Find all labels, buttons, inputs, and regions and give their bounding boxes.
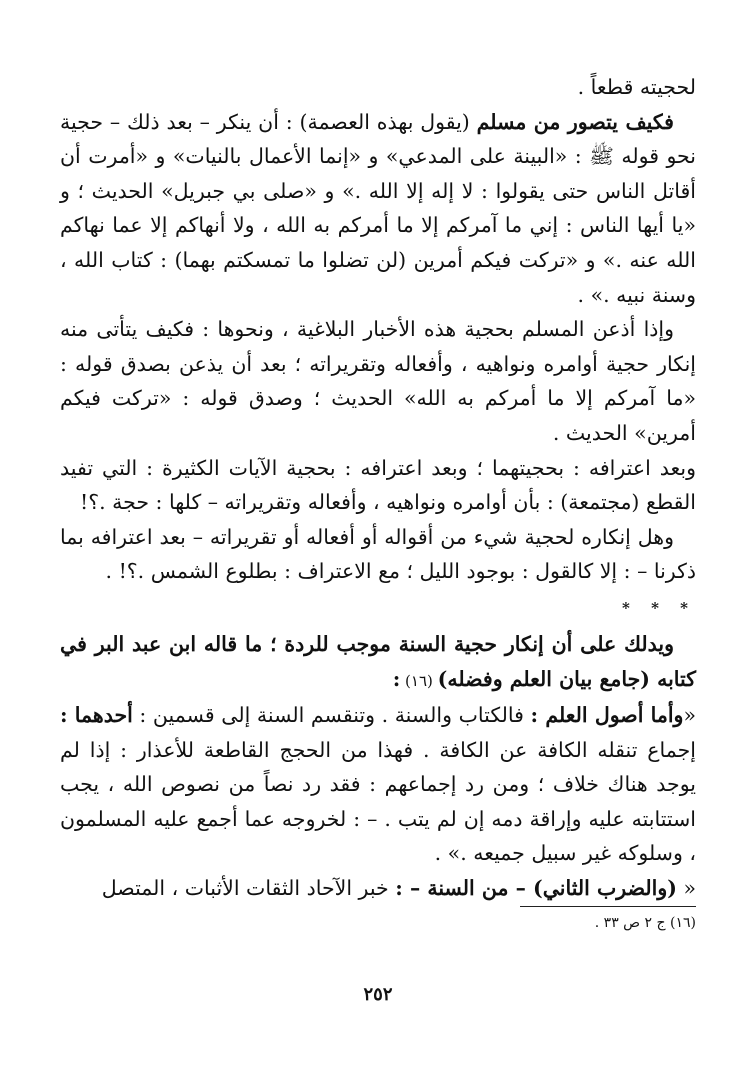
- main-text: [60, 70, 696, 906]
- section-heading-end: :: [392, 666, 401, 691]
- footnote-divider: [520, 906, 696, 907]
- paragraph-continuation: [60, 70, 696, 105]
- paragraph-1-lead: فكيف يتصور من مسلم: [476, 109, 674, 134]
- paragraph-2-text: وإذا أذعن المسلم بحجية هذه الأخبار البلاغية ، ونحوها : فكيف يتأتى منه إنكار حجية أوامره ونواهيه ، وأفعاله وتقريراته ؛ بعد أن يذعن بصدق قوله : «ما آمركم إلا ما أمركم به الله» الحديث ؛ وصدق قوله : «تركت فيكم أمرين» الحديث .: [60, 317, 696, 445]
- paragraph-4: [60, 520, 696, 589]
- quote-paragraph-1: [60, 698, 696, 871]
- continuation-line: لحجيته قطعاً .: [577, 75, 696, 99]
- section-separator: * * *: [622, 598, 696, 617]
- quote-2-lead: (والضرب الثاني) – من السنة – :: [395, 876, 677, 901]
- paragraph-1: [60, 105, 696, 313]
- paragraph-3-text: وبعد اعترافه : بحجيتهما ؛ وبعد اعترافه : بحجية الآيات الكثيرة : التي تفيد القطع (مجتمعة) : بأن أوامره ونواهيه ، وأفعاله وتقريراته – كلها : حجة .؟!: [60, 455, 696, 515]
- quote-1-lead: وأما أصول العلم :: [530, 703, 684, 728]
- footnote: (١٦) ج ٢ ص ٣٣ .: [594, 915, 696, 931]
- quote-1-mid: فالكتاب والسنة . وتنقسم السنة إلى قسمين :: [132, 703, 531, 728]
- quote-1-rest: إجماع تنقله الكافة عن الكافة . فهذا من الحجج القاطعة للأعذار : إذا لم يوجد هناك خلاف ؛ ومن رد إجماعهم : فقد رد نصاً من نصوص الله ، يجب استتابته عليه وإراقة دمه إن لم يتب . – : لخروجه عما أجمع عليه المسلمون ، وسلوكه غير سبيل جميعه .» .: [60, 737, 696, 866]
- paragraph-1-text: (يقول بهذه العصمة) : أن ينكر – بعد ذلك – حجية نحو قوله ﷺ : «البينة على المدعي» و «إنما الأعمال بالنيات» و «أمرت أن أقاتل الناس حتى يقولوا : لا إله إلا الله .» و «صلى بي جبريل» الحديث ؛ و «يا أيها الناس : إني ما آمركم إلا ما أمركم به الله ، ولا أنهاكم إلا عما نهاكم الله عنه .» و «تركت فيكم أمرين (لن تضلوا ما تمسكتم بهما) : كتاب الله ، وسنة نبيه .» .: [60, 109, 696, 307]
- footnote-reference: (١٦): [400, 671, 438, 690]
- section-heading-text: ويدلك على أن إنكار حجية السنة موجب للردة ؛ ما قاله ابن عبد البر في كتابه (جامع بيان العلم وفضله): [60, 631, 696, 691]
- paragraph-4-text: وهل إنكاره لحجية شيء من أقواله أو أفعاله أو تقريراته – بعد اعترافه بما ذكرنا – : إلا كالقول : بوجود الليل ؛ مع الاعتراف : بطلوع الشمس .؟! .: [60, 524, 696, 584]
- quote-2-open-mark: «: [676, 876, 696, 901]
- quote-open-mark: «: [683, 703, 696, 728]
- quote-2-rest: خبر الآحاد الثقات الأثبات ، المتصل: [101, 876, 396, 901]
- section-heading: [60, 627, 696, 698]
- quote-1-keyword: أحدهما :: [60, 703, 133, 728]
- quote-paragraph-2: [60, 871, 696, 906]
- page-number: ٢٥٢: [363, 984, 393, 1005]
- paragraph-3: [60, 451, 696, 520]
- paragraph-2: [60, 312, 696, 450]
